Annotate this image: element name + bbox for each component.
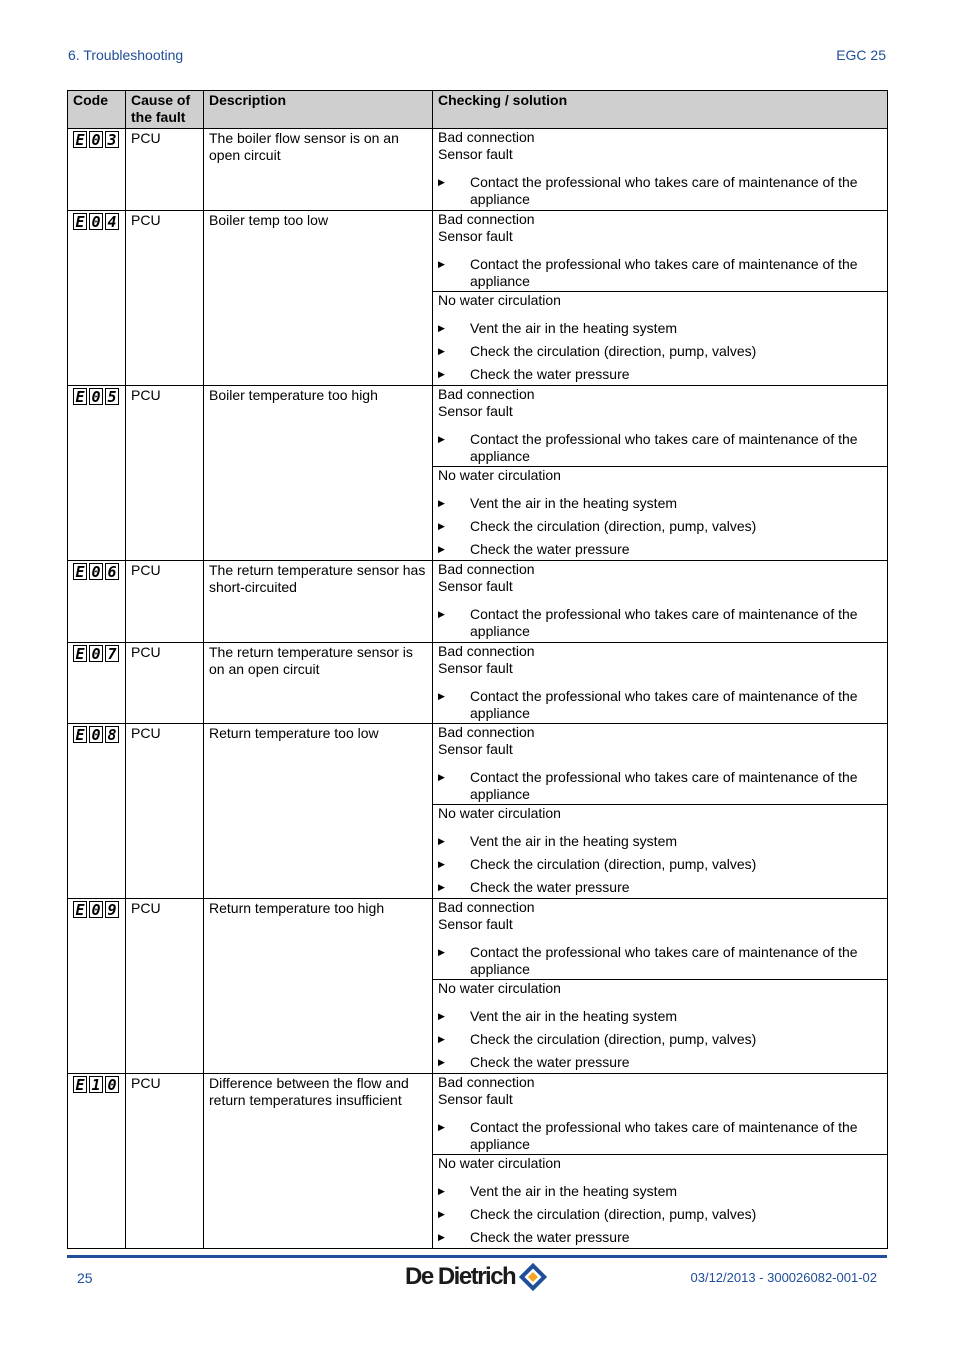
solution-text: Vent the air in the heating system bbox=[470, 1008, 678, 1024]
solution-text: Contact the professional who takes care of maintenance of the appliance bbox=[470, 769, 858, 802]
table-row bbox=[68, 724, 888, 899]
solution-text: Check the circulation (direction, pump, valves) bbox=[470, 518, 757, 534]
code-digit: E bbox=[73, 213, 87, 230]
table-body bbox=[68, 129, 888, 1249]
brand-logo bbox=[405, 1262, 548, 1292]
solution-group bbox=[433, 643, 887, 723]
code-digit: 5 bbox=[105, 388, 119, 405]
triangle-right-icon: ▶ bbox=[438, 1011, 445, 1021]
error-code-display bbox=[73, 726, 119, 743]
solution-cell bbox=[433, 1074, 888, 1249]
solution-group bbox=[433, 211, 887, 291]
solution-bullet bbox=[438, 174, 882, 208]
code-digit: E bbox=[73, 645, 87, 662]
fault-cause-text: Bad connection bbox=[438, 561, 535, 577]
code-digit: 0 bbox=[89, 388, 103, 405]
triangle-right-icon: ▶ bbox=[438, 691, 445, 701]
solution-cell bbox=[433, 561, 888, 643]
code-digit: 0 bbox=[89, 645, 103, 662]
fault-cause-text: Bad connection bbox=[438, 724, 535, 740]
solution-group bbox=[433, 386, 887, 466]
fault-cause-text: Bad connection bbox=[438, 129, 535, 145]
fault-cause-text: Sensor fault bbox=[438, 403, 513, 419]
solution-cell bbox=[433, 386, 888, 561]
solution-group bbox=[433, 899, 887, 979]
solution-group bbox=[433, 979, 887, 1072]
triangle-right-icon: ▶ bbox=[438, 521, 445, 531]
table-row bbox=[68, 129, 888, 211]
code-digit: E bbox=[73, 726, 87, 743]
cause-cell: PCU bbox=[126, 386, 204, 561]
triangle-right-icon: ▶ bbox=[438, 1209, 445, 1219]
cause-cell: PCU bbox=[126, 1074, 204, 1249]
code-digit: E bbox=[73, 563, 87, 580]
column-header: Checking / solution bbox=[433, 91, 888, 129]
code-digit: E bbox=[73, 388, 87, 405]
triangle-right-icon: ▶ bbox=[438, 1232, 445, 1242]
solution-bullet bbox=[438, 1008, 882, 1025]
triangle-right-icon: ▶ bbox=[438, 947, 445, 957]
triangle-right-icon: ▶ bbox=[438, 177, 445, 187]
table-row bbox=[68, 386, 888, 561]
solution-bullet bbox=[438, 1183, 882, 1200]
code-digit: E bbox=[73, 131, 87, 148]
triangle-right-icon: ▶ bbox=[438, 1186, 445, 1196]
solution-bullet bbox=[438, 833, 882, 850]
solution-bullet bbox=[438, 1206, 882, 1223]
error-code-display bbox=[73, 645, 119, 662]
solution-group bbox=[433, 1154, 887, 1247]
code-digit: 6 bbox=[105, 563, 119, 580]
triangle-right-icon: ▶ bbox=[438, 609, 445, 619]
description-cell: Return temperature too low bbox=[204, 724, 433, 899]
cause-cell: PCU bbox=[126, 643, 204, 724]
solution-bullet bbox=[438, 1119, 882, 1153]
fault-cause-text: Sensor fault bbox=[438, 578, 513, 594]
table-header-row bbox=[68, 91, 888, 129]
fault-cause-text: Sensor fault bbox=[438, 146, 513, 162]
solution-cell bbox=[433, 211, 888, 386]
footer-divider bbox=[67, 1255, 887, 1258]
description-cell: Boiler temperature too high bbox=[204, 386, 433, 561]
solution-bullet bbox=[438, 944, 882, 978]
column-header: Code bbox=[68, 91, 126, 129]
table-row bbox=[68, 211, 888, 386]
table-row bbox=[68, 643, 888, 724]
solution-text: Check the circulation (direction, pump, valves) bbox=[470, 1031, 757, 1047]
code-digit: E bbox=[73, 901, 87, 918]
section-title: 6. Troubleshooting bbox=[68, 47, 184, 63]
document-id: EGC 25 bbox=[836, 47, 886, 63]
fault-cause-text: No water circulation bbox=[438, 292, 561, 308]
solution-text: Check the water pressure bbox=[470, 1054, 630, 1070]
code-cell bbox=[68, 1074, 126, 1249]
code-digit: 3 bbox=[105, 131, 119, 148]
triangle-right-icon: ▶ bbox=[438, 323, 445, 333]
triangle-right-icon: ▶ bbox=[438, 1034, 445, 1044]
solution-group bbox=[433, 561, 887, 641]
description-cell: Return temperature too high bbox=[204, 899, 433, 1074]
solution-cell bbox=[433, 724, 888, 899]
triangle-right-icon: ▶ bbox=[438, 772, 445, 782]
solution-text: Check the water pressure bbox=[470, 541, 630, 557]
code-digit: 0 bbox=[89, 726, 103, 743]
code-cell bbox=[68, 724, 126, 899]
solution-group bbox=[433, 466, 887, 559]
fault-cause-text: Bad connection bbox=[438, 643, 535, 659]
description-cell: The return temperature sensor is on an open circuit bbox=[204, 643, 433, 724]
table-row bbox=[68, 561, 888, 643]
solution-bullet bbox=[438, 606, 882, 640]
code-cell bbox=[68, 386, 126, 561]
solution-bullet bbox=[438, 256, 882, 290]
solution-text: Vent the air in the heating system bbox=[470, 1183, 678, 1199]
fault-cause-text: No water circulation bbox=[438, 1155, 561, 1171]
code-digit: 9 bbox=[105, 901, 119, 918]
description-cell: The return temperature sensor has short-circuited bbox=[204, 561, 433, 643]
solution-text: Check the water pressure bbox=[470, 879, 630, 895]
solution-text: Check the water pressure bbox=[470, 1229, 630, 1245]
solution-text: Contact the professional who takes care of maintenance of the appliance bbox=[470, 1119, 858, 1152]
error-code-display bbox=[73, 388, 119, 405]
code-digit: 0 bbox=[89, 131, 103, 148]
error-code-display bbox=[73, 563, 119, 580]
error-code-display bbox=[73, 901, 119, 918]
cause-cell: PCU bbox=[126, 129, 204, 211]
table-row bbox=[68, 1074, 888, 1249]
triangle-right-icon: ▶ bbox=[438, 259, 445, 269]
code-cell bbox=[68, 561, 126, 643]
code-digit: 0 bbox=[89, 213, 103, 230]
cause-cell: PCU bbox=[126, 561, 204, 643]
solution-group bbox=[433, 724, 887, 804]
brand-name: De Dietrich bbox=[405, 1263, 516, 1290]
triangle-right-icon: ▶ bbox=[438, 498, 445, 508]
solution-bullet bbox=[438, 366, 882, 383]
fault-cause-text: Sensor fault bbox=[438, 916, 513, 932]
diamond-logo-icon bbox=[518, 1262, 548, 1292]
cause-cell: PCU bbox=[126, 211, 204, 386]
fault-cause-text: Sensor fault bbox=[438, 1091, 513, 1107]
fault-cause-text: Bad connection bbox=[438, 899, 535, 915]
cause-cell: PCU bbox=[126, 899, 204, 1074]
triangle-right-icon: ▶ bbox=[438, 369, 445, 379]
table-row bbox=[68, 899, 888, 1074]
solution-text: Check the circulation (direction, pump, valves) bbox=[470, 1206, 757, 1222]
triangle-right-icon: ▶ bbox=[438, 859, 445, 869]
solution-text: Vent the air in the heating system bbox=[470, 320, 678, 336]
triangle-right-icon: ▶ bbox=[438, 882, 445, 892]
solution-cell bbox=[433, 129, 888, 211]
solution-group bbox=[433, 1074, 887, 1154]
solution-bullet bbox=[438, 1031, 882, 1048]
triangle-right-icon: ▶ bbox=[438, 1122, 445, 1132]
fault-cause-text: Sensor fault bbox=[438, 228, 513, 244]
solution-bullet bbox=[438, 518, 882, 535]
fault-cause-text: No water circulation bbox=[438, 467, 561, 483]
cause-cell: PCU bbox=[126, 724, 204, 899]
error-code-display bbox=[73, 131, 119, 148]
code-cell bbox=[68, 211, 126, 386]
fault-cause-text: No water circulation bbox=[438, 805, 561, 821]
code-digit: 0 bbox=[105, 1076, 119, 1093]
code-digit: 7 bbox=[105, 645, 119, 662]
solution-text: Contact the professional who takes care of maintenance of the appliance bbox=[470, 606, 858, 639]
solution-bullet bbox=[438, 495, 882, 512]
solution-text: Check the circulation (direction, pump, valves) bbox=[470, 343, 757, 359]
solution-text: Contact the professional who takes care of maintenance of the appliance bbox=[470, 256, 858, 289]
solution-bullet bbox=[438, 856, 882, 873]
code-cell bbox=[68, 643, 126, 724]
troubleshooting-table bbox=[67, 90, 888, 1249]
column-header: Cause of the fault bbox=[126, 91, 204, 129]
description-cell: Difference between the flow and return temperatures insufficient bbox=[204, 1074, 433, 1249]
solution-cell bbox=[433, 899, 888, 1074]
page-number: 25 bbox=[77, 1270, 93, 1286]
fault-cause-text: Sensor fault bbox=[438, 741, 513, 757]
solution-bullet bbox=[438, 879, 882, 896]
triangle-right-icon: ▶ bbox=[438, 836, 445, 846]
column-header: Description bbox=[204, 91, 433, 129]
solution-bullet bbox=[438, 320, 882, 337]
solution-group bbox=[433, 804, 887, 897]
solution-bullet bbox=[438, 688, 882, 722]
solution-bullet bbox=[438, 343, 882, 360]
error-code-display bbox=[73, 213, 119, 230]
solution-bullet bbox=[438, 1229, 882, 1246]
fault-cause-text: Bad connection bbox=[438, 386, 535, 402]
solution-text: Vent the air in the heating system bbox=[470, 833, 678, 849]
triangle-right-icon: ▶ bbox=[438, 434, 445, 444]
solution-bullet bbox=[438, 541, 882, 558]
triangle-right-icon: ▶ bbox=[438, 544, 445, 554]
solution-text: Check the water pressure bbox=[470, 366, 630, 382]
solution-text: Contact the professional who takes care of maintenance of the appliance bbox=[470, 431, 858, 464]
description-cell: The boiler flow sensor is on an open circuit bbox=[204, 129, 433, 211]
solution-group bbox=[433, 129, 887, 209]
solution-bullet bbox=[438, 431, 882, 465]
triangle-right-icon: ▶ bbox=[438, 1057, 445, 1067]
fault-cause-text: Bad connection bbox=[438, 1074, 535, 1090]
error-code-display bbox=[73, 1076, 119, 1093]
code-digit: 0 bbox=[89, 563, 103, 580]
code-digit: 4 bbox=[105, 213, 119, 230]
fault-cause-text: Sensor fault bbox=[438, 660, 513, 676]
solution-bullet bbox=[438, 1054, 882, 1071]
solution-text: Contact the professional who takes care of maintenance of the appliance bbox=[470, 944, 858, 977]
code-cell bbox=[68, 899, 126, 1074]
fault-cause-text: Bad connection bbox=[438, 211, 535, 227]
code-digit: 8 bbox=[105, 726, 119, 743]
code-digit: 0 bbox=[89, 901, 103, 918]
solution-group bbox=[433, 291, 887, 384]
solution-text: Vent the air in the heating system bbox=[470, 495, 678, 511]
code-cell bbox=[68, 129, 126, 211]
fault-cause-text: No water circulation bbox=[438, 980, 561, 996]
code-digit: E bbox=[73, 1076, 87, 1093]
solution-cell bbox=[433, 643, 888, 724]
code-digit: 1 bbox=[89, 1076, 103, 1093]
solution-bullet bbox=[438, 769, 882, 803]
triangle-right-icon: ▶ bbox=[438, 346, 445, 356]
solution-text: Contact the professional who takes care of maintenance of the appliance bbox=[470, 174, 858, 207]
solution-text: Contact the professional who takes care of maintenance of the appliance bbox=[470, 688, 858, 721]
document-reference: 03/12/2013 - 300026082-001-02 bbox=[690, 1270, 877, 1285]
description-cell: Boiler temp too low bbox=[204, 211, 433, 386]
solution-text: Check the circulation (direction, pump, valves) bbox=[470, 856, 757, 872]
